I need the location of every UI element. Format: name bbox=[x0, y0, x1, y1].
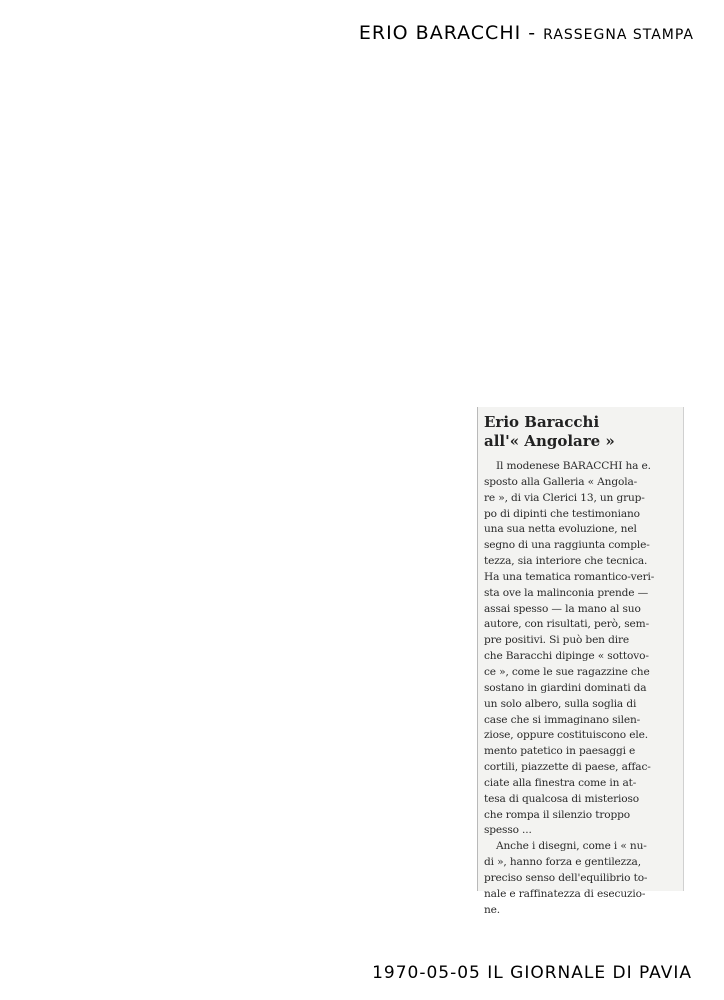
page-header bbox=[359, 22, 694, 44]
headline-line: Erio Baracchi bbox=[484, 413, 600, 431]
newspaper-clipping bbox=[477, 407, 684, 916]
text-line: che Baracchi dipinge « sottovo- bbox=[484, 650, 649, 663]
footer-caption: 1970-05-05 IL GIORNALE DI PAVIA bbox=[372, 963, 692, 983]
clipping-body bbox=[484, 459, 679, 918]
text-line: Ha una tematica romantico-veri- bbox=[484, 570, 655, 583]
text-line: un solo albero, sulla soglia di bbox=[484, 697, 637, 710]
text-line: una sua netta evoluzione, nel bbox=[484, 523, 637, 536]
text-line: di », hanno forza e gentilezza, bbox=[484, 856, 641, 869]
clipping-headline bbox=[484, 413, 679, 451]
text-line: segno di una raggiunta comple- bbox=[484, 539, 650, 552]
text-line: sta ove la malinconia prende — bbox=[484, 586, 649, 599]
text-line: ciate alla finestra come in at- bbox=[484, 776, 637, 789]
headline-line: all'« Angolare » bbox=[484, 432, 615, 450]
text-line: pre positivi. Si può ben dire bbox=[484, 634, 629, 647]
header-title: ERIO BARACCHI bbox=[358, 22, 522, 44]
text-line: ziose, oppure costituiscono ele. bbox=[484, 729, 648, 742]
text-line: re », di via Clerici 13, un grup- bbox=[484, 491, 645, 504]
text-line: po di dipinti che testimoniano bbox=[484, 507, 640, 520]
clipping-paragraph bbox=[484, 839, 679, 918]
text-line: spesso ... bbox=[484, 824, 532, 837]
text-line: Anche i disegni, come i « nu- bbox=[496, 840, 647, 853]
text-line: tezza, sia interiore che tecnica. bbox=[484, 555, 648, 568]
text-line: cortili, piazzette di paese, affac- bbox=[484, 761, 651, 774]
text-line: ne. bbox=[484, 903, 501, 916]
text-line: ce », come le sue ragazzine che bbox=[484, 665, 650, 678]
header-subtitle: RASSEGNA STAMPA bbox=[543, 27, 694, 43]
text-line: assai spesso — la mano al suo bbox=[484, 602, 641, 615]
text-line: mento patetico in paesaggi e bbox=[484, 745, 636, 758]
text-line: Il modenese BARACCHI ha e. bbox=[496, 460, 651, 472]
text-line: preciso senso dell'equilibrio to- bbox=[484, 871, 648, 884]
text-line: case che si immaginano silen- bbox=[484, 713, 641, 726]
text-line: nale e raffinatezza di esecuzio- bbox=[484, 887, 646, 900]
text-line: autore, con risultati, però, sem- bbox=[484, 618, 650, 631]
clipping-paragraph bbox=[484, 459, 679, 839]
text-line: sostano in giardini dominati da bbox=[484, 681, 647, 694]
text-line: tesa di qualcosa di misterioso bbox=[484, 792, 640, 805]
header-separator: - bbox=[521, 22, 544, 44]
text-line: che rompa il silenzio troppo bbox=[484, 808, 630, 821]
text-line: sposto alla Galleria « Angola- bbox=[484, 475, 638, 488]
